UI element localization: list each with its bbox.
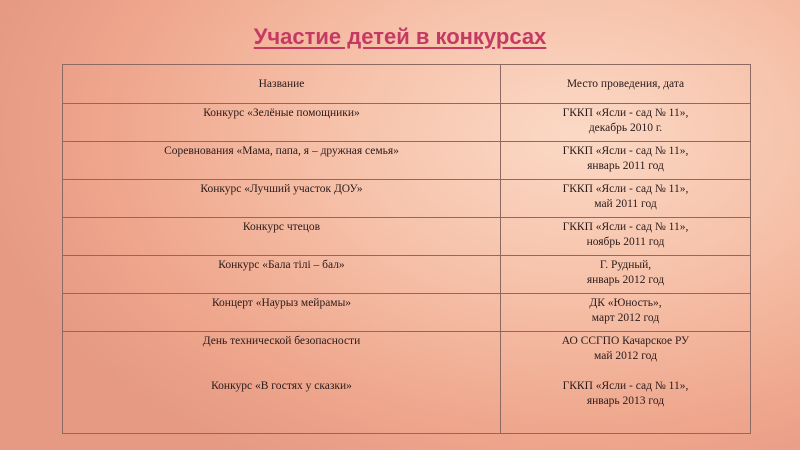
cell-name-2: Конкурс «В гостях у сказки» <box>211 380 352 392</box>
cell-place-date <box>501 332 751 434</box>
cell-date: декабрь 2010 г. <box>588 122 663 134</box>
column-header-place-date: Место проведения, дата <box>501 65 751 104</box>
cell-date: ноябрь 2011 год <box>586 236 665 248</box>
cell-date: январь 2011 год <box>587 160 664 172</box>
cell-place: ГККП «Ясли - сад № 11», <box>562 380 689 392</box>
table-row <box>63 294 751 332</box>
cell-name: Концерт «Наурыз мейрамы» <box>63 294 501 332</box>
cell-place: ГККП «Ясли - сад № 11», <box>562 107 689 119</box>
cell-name: Конкурс «Лучший участок ДОУ» <box>63 180 501 218</box>
cell-place-date <box>501 294 751 332</box>
cell-date: май 2011 год <box>594 198 657 210</box>
cell-place-date <box>501 256 751 294</box>
cell-place: АО ССГПО Качарское РУ <box>561 335 690 347</box>
cell-date: январь 2012 год <box>586 274 665 286</box>
cell-place-date <box>501 180 751 218</box>
cell-name: Конкурс «Бала тілі – бал» <box>63 256 501 294</box>
cell-date: январь 2013 год <box>586 395 665 407</box>
table-row <box>63 104 751 142</box>
cell-date: март 2012 год <box>591 312 660 324</box>
cell-place: ДК «Юность», <box>589 297 662 309</box>
cell-spacer <box>67 349 496 364</box>
cell-name: Конкурс «Зелёные помощники» <box>63 104 501 142</box>
table-header-row <box>63 65 751 104</box>
cell-name: Конкурс чтецов <box>63 218 501 256</box>
cell-name-1: День технической безопасности <box>202 335 361 347</box>
table-row <box>63 256 751 294</box>
cell-place: ГККП «Ясли - сад № 11», <box>562 183 689 195</box>
cell-place: ГККП «Ясли - сад № 11», <box>562 145 689 157</box>
table-row <box>63 218 751 256</box>
cell-name <box>63 332 501 434</box>
cell-name: Соревнования «Мама, папа, я – дружная семья» <box>63 142 501 180</box>
cell-date: май 2012 год <box>594 350 657 362</box>
cell-place: Г. Рудный, <box>599 259 652 271</box>
cell-spacer <box>67 364 496 379</box>
contests-table <box>62 64 751 434</box>
table-row <box>63 142 751 180</box>
cell-place-date <box>501 104 751 142</box>
column-header-name: Название <box>63 65 501 104</box>
cell-place: ГККП «Ясли - сад № 11», <box>562 221 689 233</box>
cell-place-date <box>501 218 751 256</box>
cell-spacer <box>505 364 746 379</box>
page-title: Участие детей в конкурсах <box>253 24 547 49</box>
table-row <box>63 180 751 218</box>
cell-place-date <box>501 142 751 180</box>
table-row <box>63 332 751 434</box>
